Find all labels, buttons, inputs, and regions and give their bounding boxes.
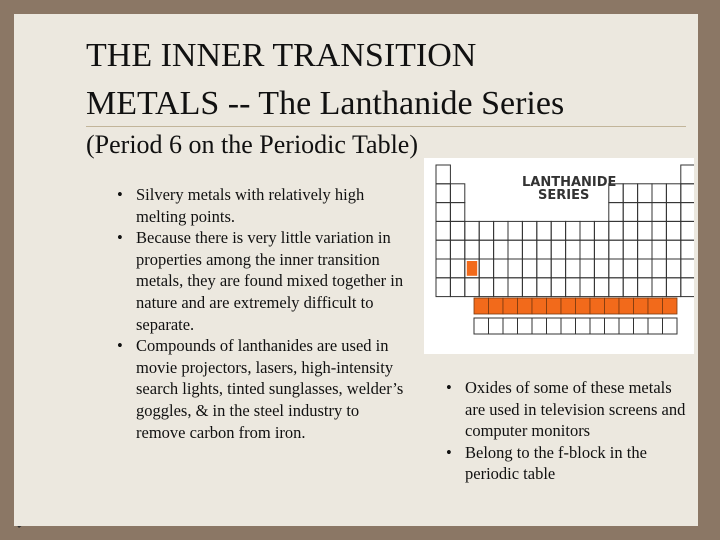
figure-label-line-2: SERIES <box>538 188 590 203</box>
figure-label-line-1: LANTHANIDE <box>522 175 617 190</box>
bullet-item: • Silvery metals with relatively high melting points. <box>108 184 408 227</box>
slide-subtitle: (Period 6 on the Periodic Table) <box>86 130 419 159</box>
title-divider <box>86 126 686 127</box>
bullet-item: • Because there is very little variation in properties among the inner transition metals, they are found mixed together in nature and are extremely difficult to separate. <box>108 227 408 335</box>
bullet-item: • Compounds of lanthanides are used in movie projectors, lasers, high-intensity search lights, tinted sunglasses, welder’s goggles, & in the steel industry to remove carbon from iron. <box>108 335 408 443</box>
bullet-item: • Belong to the f-block in the periodic table <box>437 442 687 485</box>
slide-title-line-2: METALS -- The Lanthanide Series <box>86 85 565 122</box>
left-bullet-list <box>108 184 408 443</box>
lanthanide-highlight-row <box>474 298 677 314</box>
periodic-table-figure <box>424 158 694 354</box>
slide-title-line-1: THE INNER TRANSITION <box>86 37 477 74</box>
bullet-item: • Oxides of some of these metals are used in television screens and computer monitors <box>437 377 687 442</box>
right-bullet-list <box>437 377 687 485</box>
